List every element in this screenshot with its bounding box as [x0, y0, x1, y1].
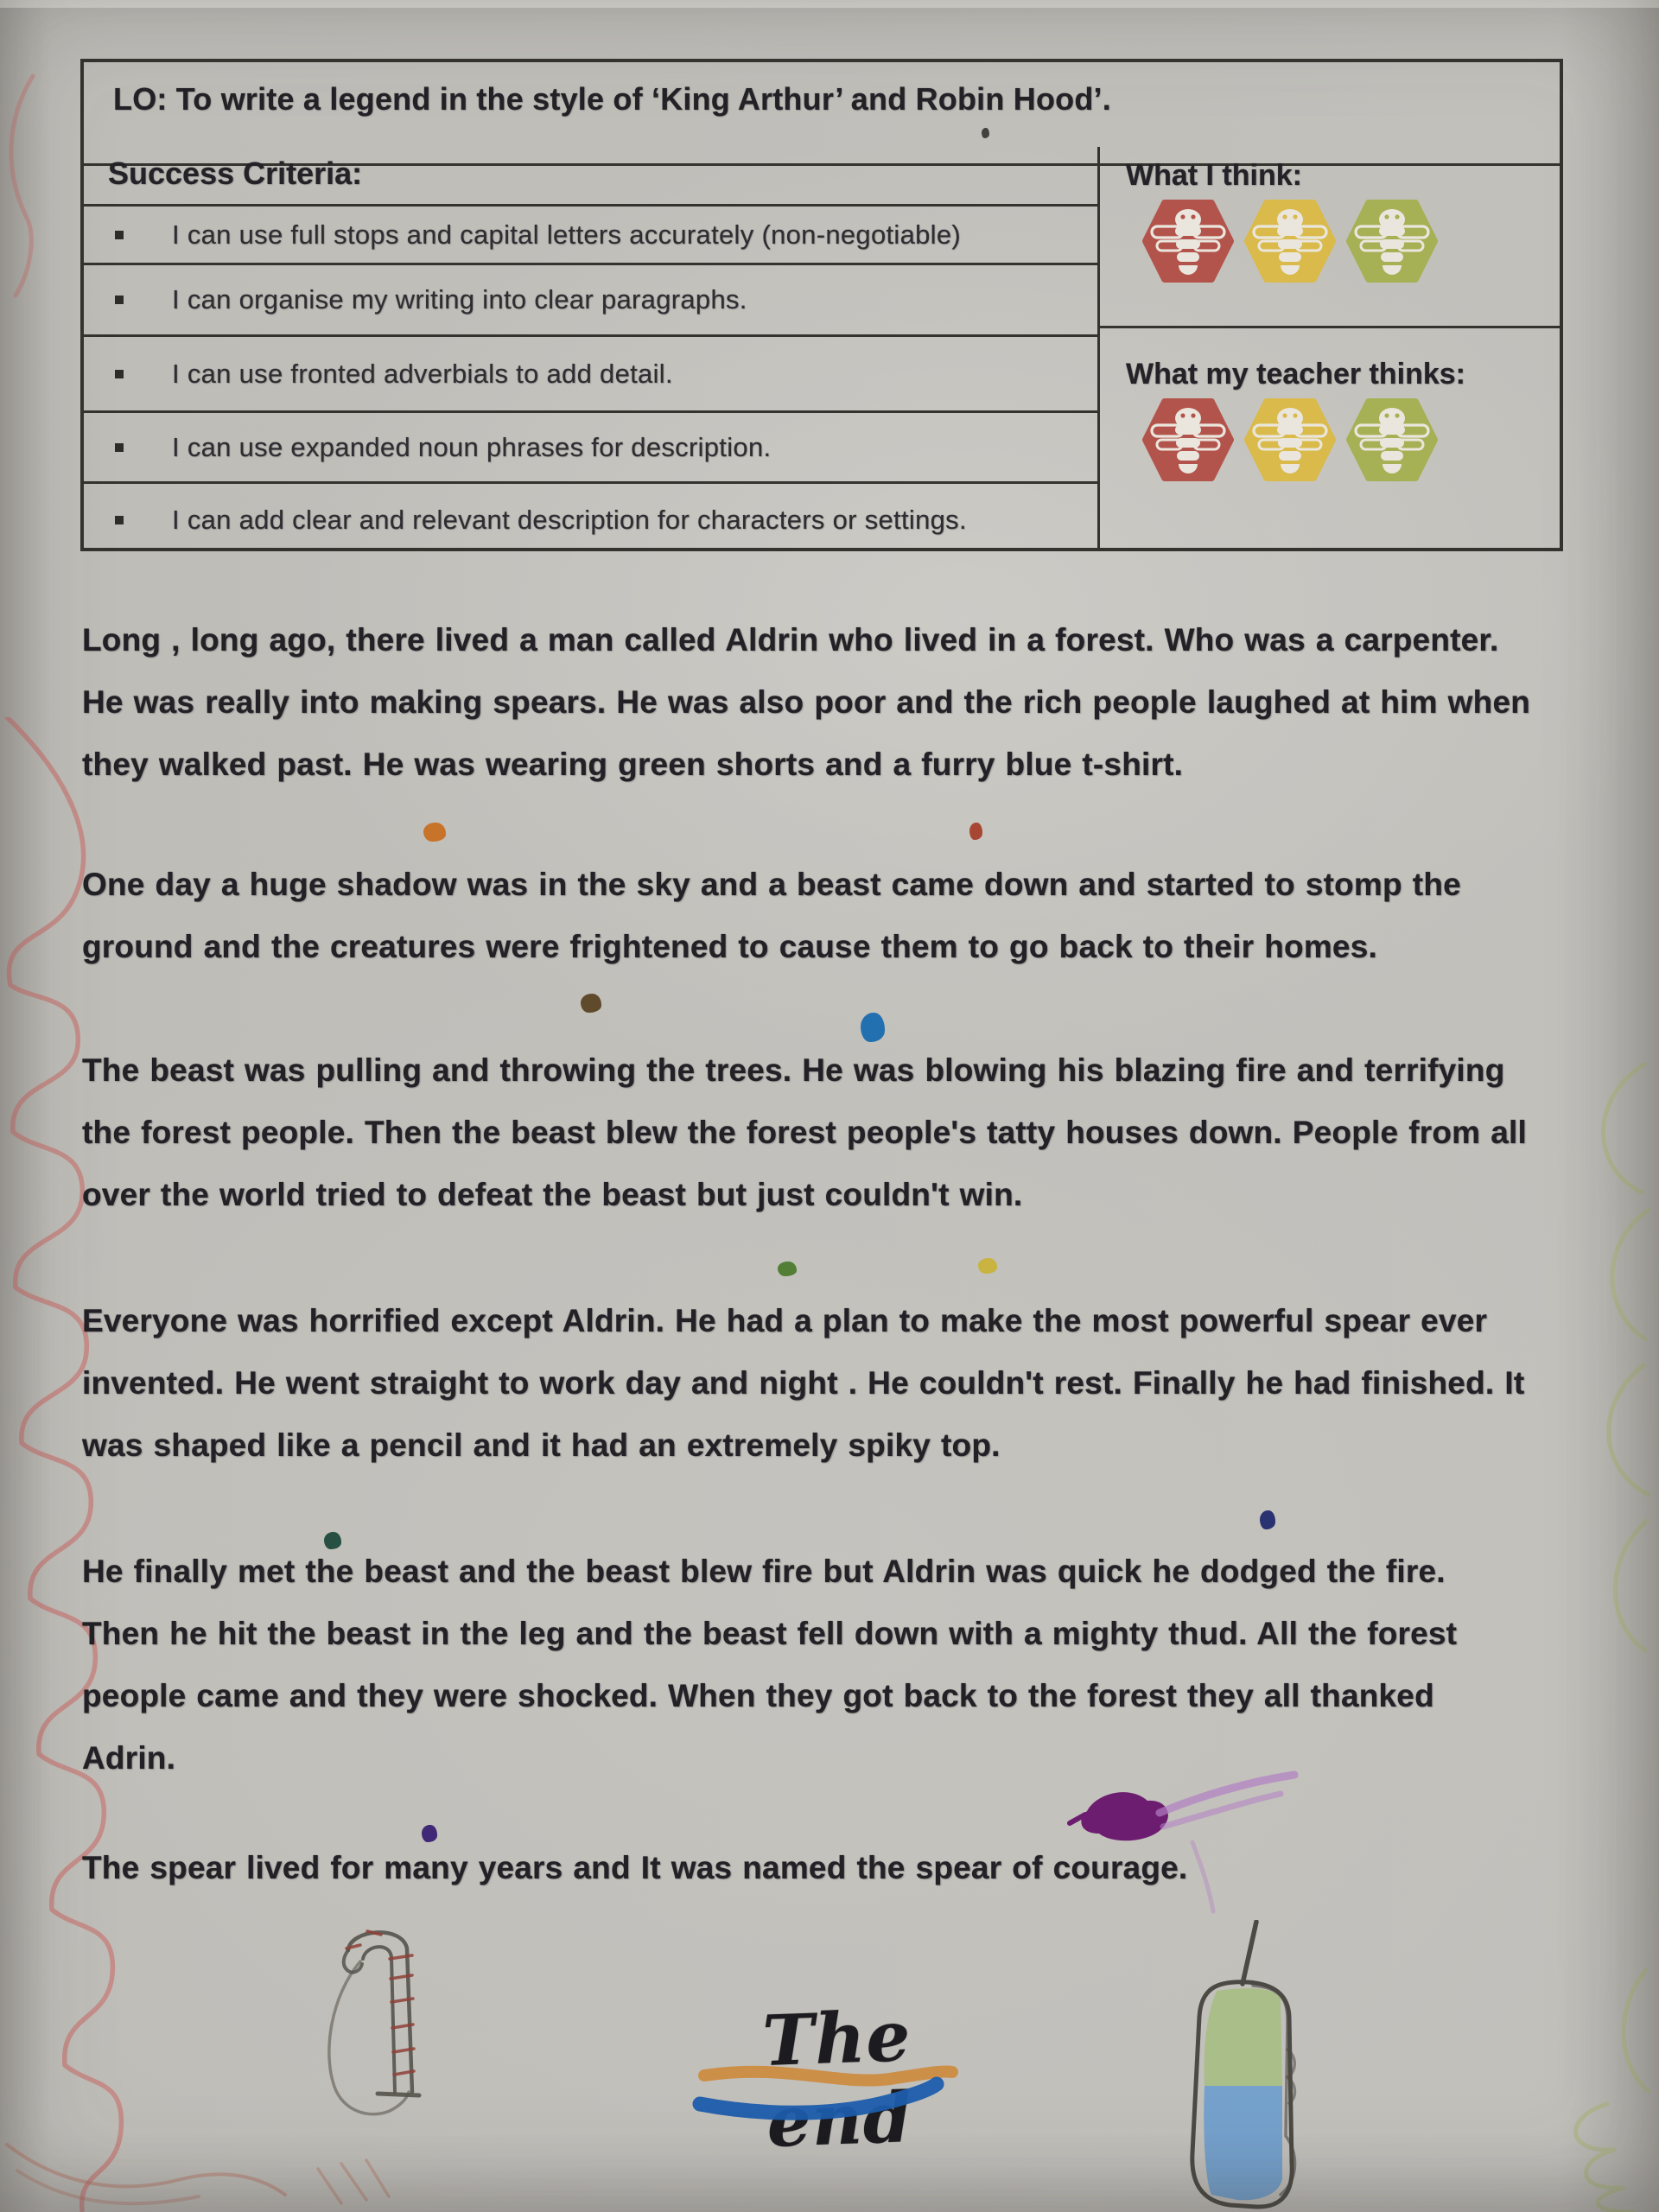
yellow-bee-hexagon-icon: [1242, 397, 1338, 483]
success-criteria-table: [80, 59, 1563, 551]
scan-edge: [0, 0, 1659, 8]
success-criterion-row: [84, 265, 1097, 337]
pink-crayon-mark-top-left: [0, 69, 60, 302]
success-criterion-text: I can add clear and relevant description for characters or settings.: [172, 505, 967, 535]
green-bee-hexagon-icon: [1344, 397, 1440, 483]
red-bee-hexagon-icon: [1140, 397, 1236, 483]
story-paragraph-6: The spear lived for many years and It was named the spear of courage.: [82, 1850, 1188, 1885]
learning-objective: LO: To write a legend in the style of ‘King Arthur’ and Robin Hood’.: [84, 62, 1560, 166]
story-paragraph-5: He finally met the beast and the beast blew fire but Aldrin was quick he dodged the fire. Then he hit the beast in the leg and the beast fell down with a mighty thud. All the forest people came and they were shocked. When they got back to the forest they all thanked Adrin.: [82, 1554, 1458, 1776]
blue-ink-dot: [861, 1013, 885, 1042]
bee-rating-row: [1140, 198, 1563, 284]
success-criterion-text: I can use expanded noun phrases for description.: [172, 431, 772, 462]
bullet-icon: [115, 443, 124, 452]
success-criterion-row: [84, 413, 1097, 484]
success-criterion-row: [84, 337, 1097, 413]
what-teacher-thinks-label: What my teacher thinks:: [1126, 358, 1465, 391]
red-ink-speck: [969, 823, 982, 840]
bullet-icon: [115, 231, 124, 239]
success-criteria-header: Success Criteria:: [84, 147, 1097, 207]
what-i-think-label: What I think:: [1126, 159, 1302, 192]
the-end-text: The end: [760, 1995, 914, 2163]
green-ink-dot: [778, 1262, 797, 1276]
story-paragraph-2: One day a huge shadow was in the sky and a beast came down and started to stomp the ground and the creatures were frightened to cause them to go back to their homes.: [82, 867, 1461, 964]
story-paragraph-4: Everyone was horrified except Aldrin. He had a plan to make the most powerful spear ever invented. He went straight to work day and night . He couldn't rest. Finally he had finished. It was shaped like a pencil and it had an extremely spiky top.: [82, 1303, 1525, 1463]
red-crayon-scribble-bottom-left: [0, 2134, 449, 2212]
yellow-ink-dot: [978, 1258, 997, 1274]
assessment-column: [1097, 147, 1563, 548]
story-paragraph-3: The beast was pulling and throwing the trees. He was blowing his blazing fire and terrifying the forest people. Then the beast blew the forest people's tatty houses down. People from all over the world tried to defeat the beast but just couldn't win.: [82, 1052, 1527, 1212]
green-bee-hexagon-icon: [1344, 198, 1440, 284]
bullet-icon: [115, 296, 124, 304]
teacher-assessment-cell: [1100, 328, 1563, 548]
success-criteria-column: [84, 147, 1097, 548]
success-criterion-row: [84, 484, 1097, 556]
brown-ink-dot: [581, 994, 601, 1013]
success-criterion-text: I can use fronted adverbials to add detail.: [172, 358, 673, 389]
bullet-icon: [115, 370, 124, 378]
self-assessment-cell: [1100, 147, 1563, 328]
green-crayon-scribble-right: [1555, 1063, 1659, 2212]
cane-ladder-drawing: [315, 1923, 471, 2130]
story-paragraph-1: Long , long ago, there lived a man called Aldrin who lived in a forest. Who was a carpenter. He was really into making spears. He was also poor and the rich people laughed at him when they walked past. He was wearing green shorts and a furry blue t-shirt.: [82, 622, 1531, 782]
success-criterion-text: I can use full stops and capital letters accurately (non-negotiable): [172, 219, 962, 250]
bee-rating-row: [1140, 397, 1563, 483]
red-bee-hexagon-icon: [1140, 198, 1236, 284]
success-criterion-row: [84, 207, 1097, 265]
bullet-icon: [115, 516, 124, 524]
success-criterion-text: I can organise my writing into clear paragraphs.: [172, 284, 747, 315]
orange-ink-dot: [423, 823, 446, 842]
navy-ink-dot: [1260, 1510, 1275, 1529]
spear-crayon-drawing: [1177, 1920, 1328, 2212]
yellow-bee-hexagon-icon: [1242, 198, 1338, 284]
